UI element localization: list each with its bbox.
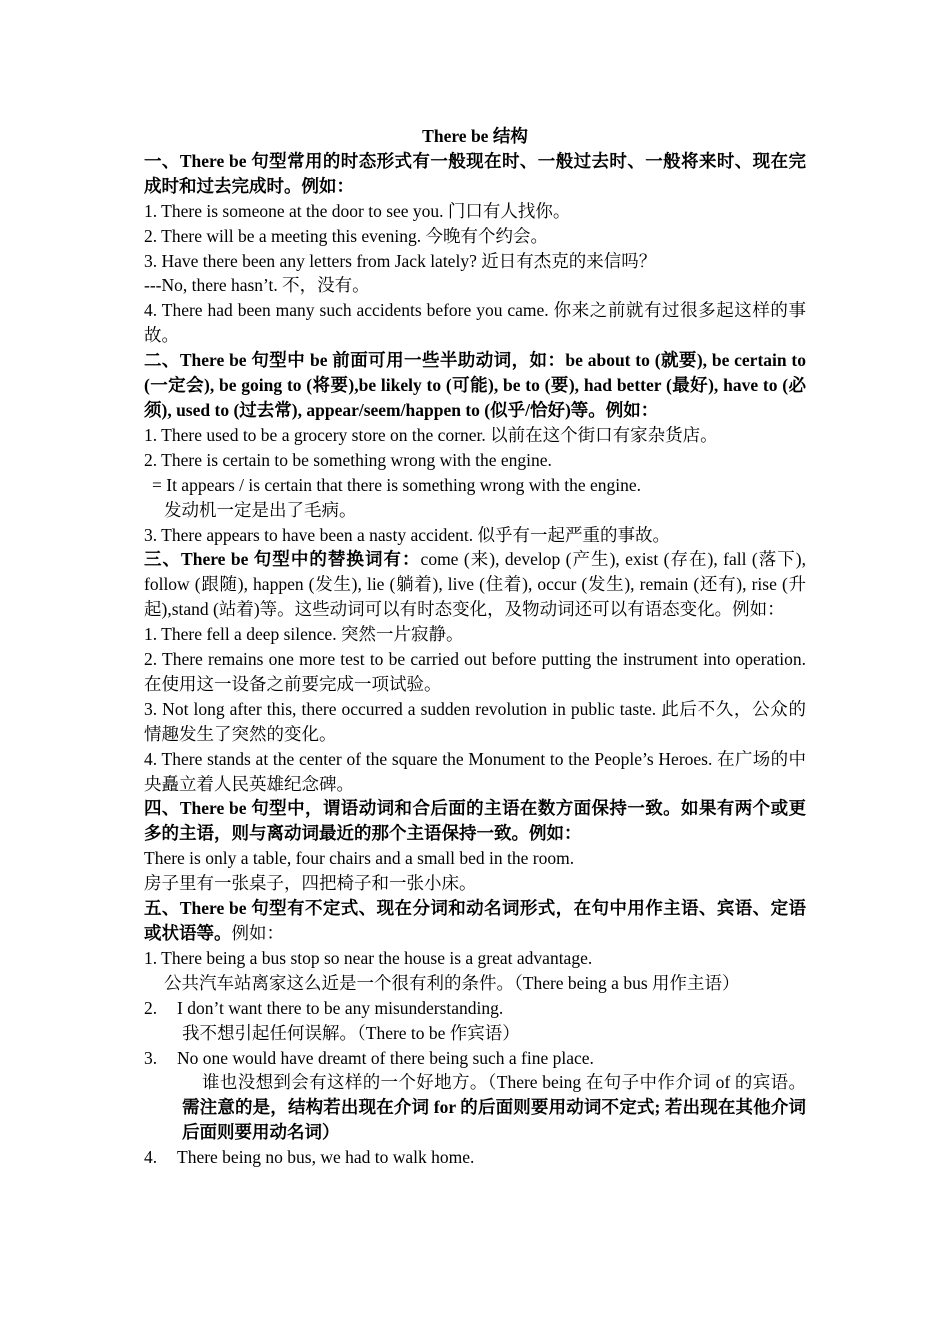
example-line: 1. There being a bus stop so near the house is a great advantage. [144, 947, 593, 968]
section-5-heading-rest: 例如： [231, 923, 284, 943]
translation-text: 谁也没想到会有这样的一个好地方。（There being 在句子中作介词 of 的宾语。 [202, 1072, 806, 1093]
example-line: 3. Not long after this, there occurred a sudden revolution in public taste. 此后不久，公众的情趣发生了突然的变化。 [144, 698, 806, 744]
document-title: There be 结构 [422, 126, 528, 146]
usage-note: 需注意的是，结构若出现在介词 for 的后面则要用动词不定式; 若出现在其他介词后面则要用动名词） [182, 1097, 806, 1143]
item-number: 2. [144, 997, 158, 1018]
example-translation: 房子里有一张桌子，四把椅子和一张小床。 [144, 873, 477, 894]
example-translation: 公共汽车站离家这么近是一个很有利的条件。（There being a bus 用作主语） [164, 972, 740, 993]
example-line: There being no bus, we had to walk home. [177, 1147, 475, 1168]
example-line: 3. There appears to have been a nasty accident. 似乎有一起严重的事故。 [144, 524, 670, 545]
example-translation: 发动机一定是出了毛病。 [164, 499, 357, 520]
section-2-heading: 二、There be 句型中 be 前面可用一些半助动词，如：be about to (就要), be certain to (一定会), be going to (将要),be likely to (可能), be to (要), had better (最好), have to (必须), used to (过去常), appear/seem/happen to (似乎/恰好)等。例如： [144, 350, 806, 420]
section-3-paragraph [144, 547, 806, 622]
example-line: I don’t want there to be any misunderstanding. [177, 997, 504, 1018]
example-line: 2. There will be a meeting this evening. 今晚有个约会。 [144, 225, 549, 246]
numbered-item [144, 1046, 806, 1071]
example-line: 2. There is certain to be something wrong with the engine. [144, 449, 552, 470]
document-page [144, 124, 806, 1170]
section-5-paragraph [144, 896, 806, 946]
example-line: 1. There used to be a grocery store on the corner. 以前在这个街口有家杂货店。 [144, 424, 718, 445]
example-translation: 我不想引起任何误解。（There to be 作宾语） [182, 1022, 520, 1043]
item-number: 3. [144, 1047, 158, 1068]
example-line: 1. There is someone at the door to see you. 门口有人找你。 [144, 200, 571, 221]
example-line: 4. There stands at the center of the square the Monument to the People’s Heroes. 在广场的中央矗立着人民英雄纪念碑。 [144, 748, 806, 794]
section-5-heading: 五、There be 句型有不定式、现在分词和动名词形式，在句中用作主语、宾语、定语或状语等。 [144, 898, 806, 943]
example-line: 2. There remains one more test to be carried out before putting the instrument into operation. 在使用这一设备之前要完成一项试验。 [144, 649, 806, 694]
example-line: There is only a table, four chairs and a small bed in the room. [144, 848, 575, 869]
numbered-item [144, 996, 806, 1021]
example-line: No one would have dreamt of there being such a fine place. [177, 1047, 594, 1068]
example-equivalent: = It appears / is certain that there is something wrong with the engine. [152, 474, 642, 495]
example-line: 1. There fell a deep silence. 突然一片寂静。 [144, 624, 464, 645]
example-line: 4. There had been many such accidents before you came. 你来之前就有过很多起这样的事故。 [144, 300, 806, 346]
section-1-heading: 一、There be 句型常用的时态形式有一般现在时、一般过去时、一般将来时、现在完成时和过去完成时。例如： [144, 150, 806, 196]
item-number: 4. [144, 1147, 158, 1168]
section-3-heading: 三、There be 句型中的替换词有： [144, 549, 421, 570]
example-line: 3. Have there been any letters from Jack lately? 近日有杰克的来信吗？ [144, 250, 657, 271]
numbered-item [144, 1145, 806, 1170]
section-4-heading: 四、There be 句型中，谓语动词和合后面的主语在数方面保持一致。如果有两个或更多的主语，则与离动词最近的那个主语保持一致。例如： [144, 798, 806, 844]
section-3-heading-rest: come (来), develop (产生), exist (存在), fall (落下), follow (跟随), happen (发生), lie (躺着), live (住着), occur (发生), remain (还有), rise (升起),stand (站着)等。这些动词可以有时态变化，及物动词还可以有语态变化。例如： [144, 549, 807, 620]
example-line: ---No, there hasn’t. 不，没有。 [144, 275, 370, 296]
example-translation [144, 1070, 806, 1145]
